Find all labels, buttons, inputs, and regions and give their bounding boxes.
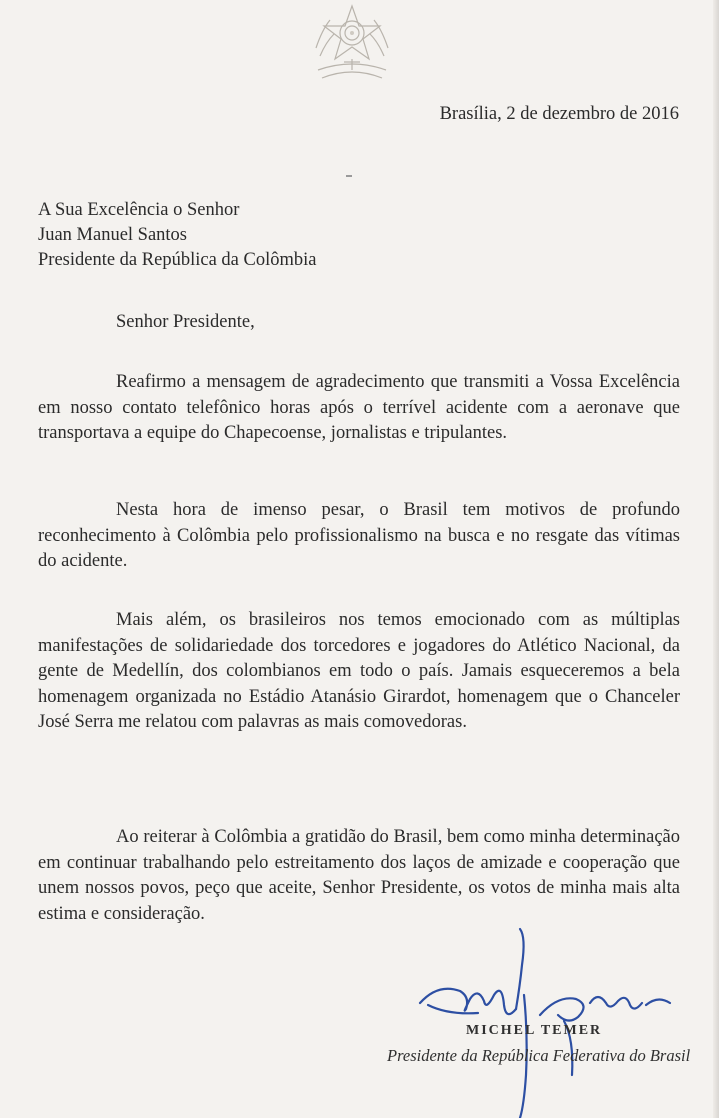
paragraph-3: Mais além, os brasileiros nos temos emocionado com as múltiplas manifestações de solidariedade dos torcedores e jogadores do Atlético Nacional, da gente de Medellín, dos colombianos em todo o país. Jamais esqueceremos a bela homenagem organizada no Estádio Atanásio Girardot, homenagem que o Chanceler José Serra me relatou com palavras as mais comovedoras.	[38, 610, 680, 732]
letter-date: Brasília, 2 de dezembro de 2016	[439, 104, 679, 124]
coat-of-arms-icon	[308, 0, 396, 88]
paragraph-1: Reafirmo a mensagem de agradecimento que transmiti a Vossa Excelência em nosso contato telefônico horas após o terrível acidente com a aeronave que transportava a equipe do Chapecoense, jornalistas e tripulantes.	[38, 372, 680, 443]
salutation: Senhor Presidente,	[116, 312, 255, 332]
addressee-block	[38, 198, 316, 273]
addressee-honorific: A Sua Excelência o Senhor	[38, 200, 240, 220]
page-mark	[346, 175, 352, 177]
paper-edge	[713, 0, 719, 1118]
paragraph-4: Ao reiterar à Colômbia a gratidão do Brasil, bem como minha determinação em continuar trabalhando pelo estreitamento dos laços de amizade e cooperação que unem nossos povos, peço que aceite, Senhor Presidente, os votos de minha mais alta estima e consideração.	[38, 827, 680, 924]
handwritten-signature	[408, 925, 708, 1118]
addressee-title: Presidente da República da Colômbia	[38, 250, 317, 270]
paragraph-2: Nesta hora de imenso pesar, o Brasil tem motivos de profundo reconhecimento à Colômbia pelo profissionalismo na busca e no resgate das vítimas do acidente.	[38, 500, 680, 571]
signer-title: Presidente da República Federativa do Brasil	[387, 1046, 691, 1065]
signer-name: MICHEL TEMER	[466, 1023, 603, 1038]
addressee-name: Juan Manuel Santos	[38, 225, 188, 245]
